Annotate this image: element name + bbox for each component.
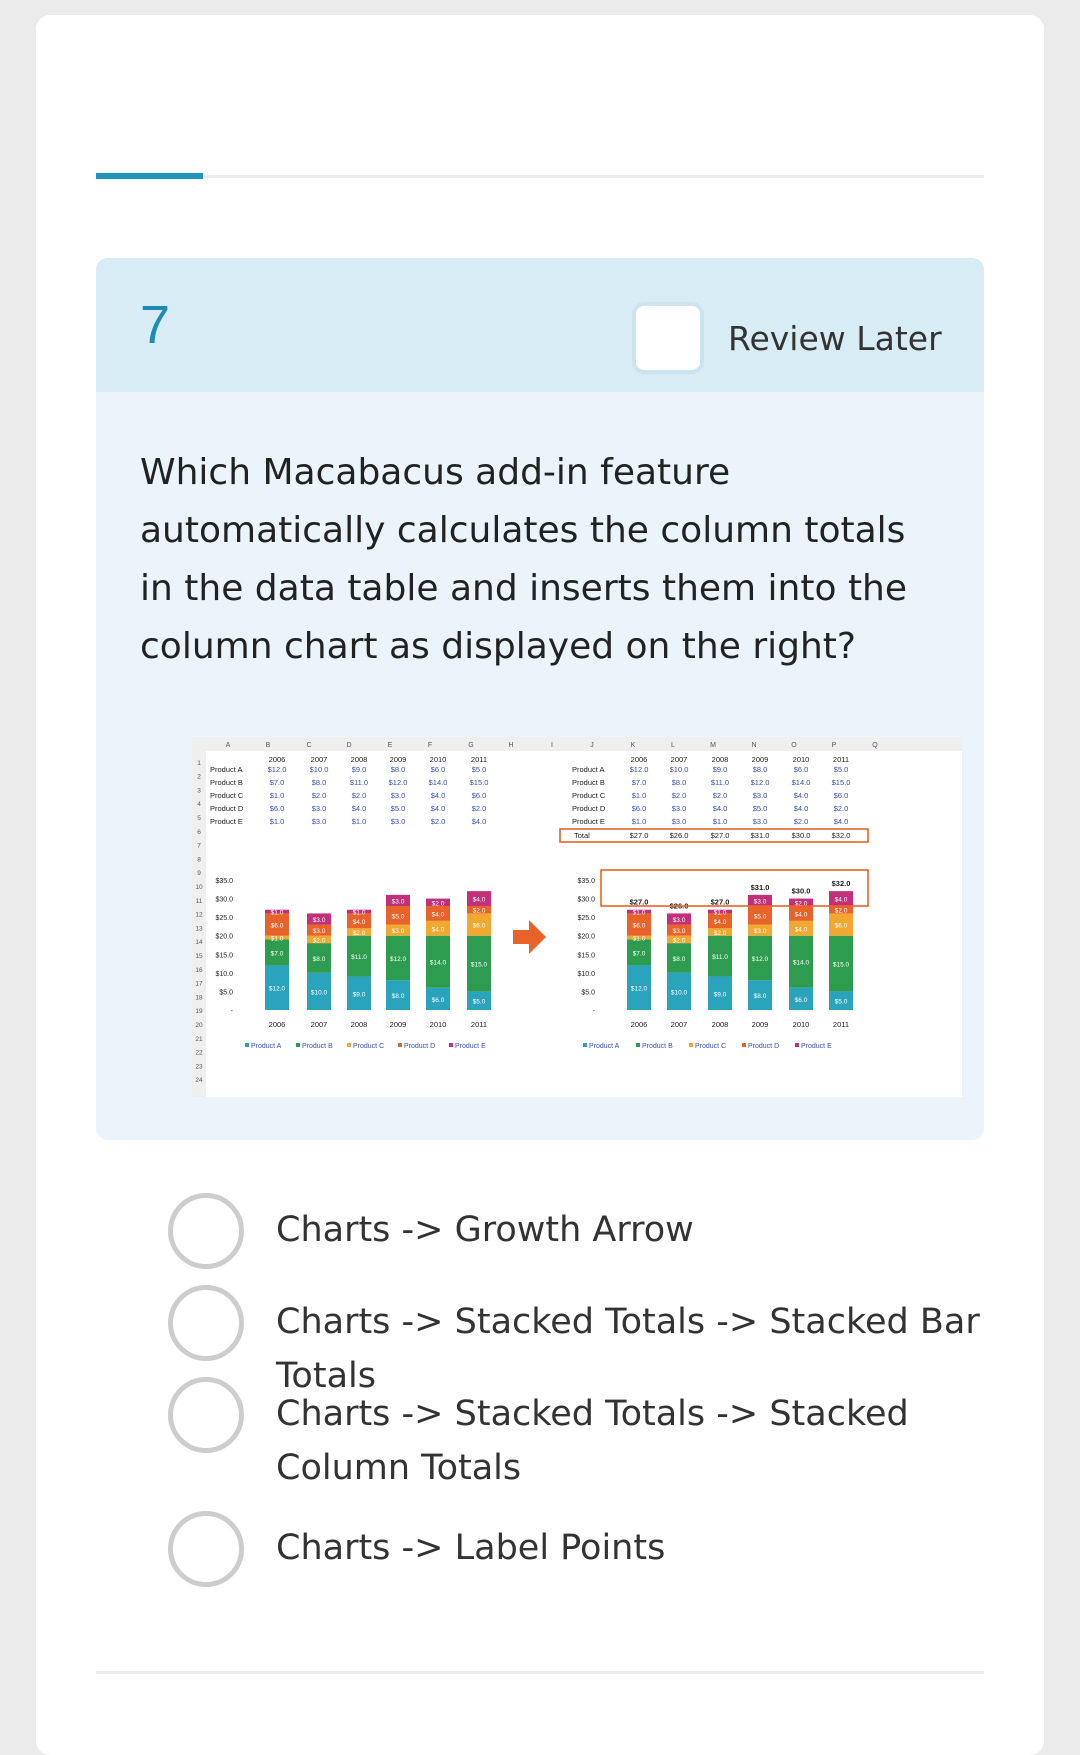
left-chart-x-tick-2010: 2010	[429, 1020, 447, 1029]
right-table-cell: $2.0	[793, 817, 809, 826]
right-legend-swatch-2	[636, 1043, 640, 1047]
left-table-cell: $4.0	[430, 804, 446, 813]
right-chart-y-tick: -	[592, 1008, 595, 1015]
left-table-cell: $4.0	[471, 817, 487, 826]
left-chart-y-tick: $10.0	[215, 970, 233, 978]
left-bar-data-label: $3.0	[391, 928, 405, 936]
row-number-4: 4	[197, 801, 201, 809]
left-bar-data-label: $3.0	[312, 928, 326, 936]
question-card	[36, 15, 1044, 1755]
left-bar-data-label: $10.0	[310, 989, 328, 997]
right-chart-y-tick: $10.0	[577, 970, 595, 978]
right-table-cell: $3.0	[752, 791, 768, 800]
option-3-radio[interactable]	[168, 1377, 244, 1453]
right-table-cell: $1.0	[712, 817, 728, 826]
left-table-cell: $6.0	[269, 804, 285, 813]
left-table-product-label: Product B	[210, 778, 243, 787]
left-table-cell: $2.0	[311, 791, 327, 800]
left-bar-data-label: $15.0	[470, 961, 488, 969]
right-table-product-label: Product D	[572, 804, 606, 813]
left-legend-swatch-1	[245, 1043, 249, 1047]
left-bar-data-label: $3.0	[391, 898, 405, 906]
left-table-product-label: Product D	[210, 804, 244, 813]
right-table-product-label: Product A	[572, 765, 605, 774]
right-bar-data-label: $4.0	[713, 918, 727, 926]
column-header-F: F	[427, 742, 433, 749]
row-number-7: 7	[197, 842, 201, 850]
right-bar-data-label: $7.0	[632, 950, 646, 958]
left-bar-data-label: $4.0	[472, 896, 486, 904]
row-number-24: 24	[195, 1077, 203, 1085]
left-table-cell: $5.0	[390, 804, 406, 813]
row-number-10: 10	[195, 884, 203, 891]
right-bar-data-label: $3.0	[753, 898, 767, 906]
right-table-cell: $6.0	[793, 765, 809, 774]
left-bar-data-label: $6.0	[472, 922, 486, 930]
left-table-cell: $1.0	[269, 817, 285, 826]
right-table-year-2007: 2007	[670, 755, 688, 764]
spreadsheet-chart-figure	[192, 737, 962, 1097]
right-bar-data-label: $6.0	[794, 996, 808, 1004]
option-1-label[interactable]: Charts -> Growth Arrow	[276, 1210, 694, 1250]
row-number-19: 19	[195, 1008, 203, 1016]
left-table-cell: $3.0	[390, 791, 406, 800]
left-table-cell: $2.0	[430, 817, 446, 826]
right-table-year-2009: 2009	[751, 755, 769, 764]
left-table-cell: $2.0	[351, 791, 367, 800]
review-later-checkbox[interactable]	[632, 302, 704, 374]
row-number-22: 22	[195, 1049, 203, 1057]
left-table-cell: $8.0	[390, 765, 406, 774]
right-table-product-label: Product E	[572, 817, 605, 826]
right-chart-x-tick-2011: 2011	[832, 1020, 850, 1029]
left-table-product-label: Product E	[210, 817, 243, 826]
right-table-product-label: Product B	[572, 778, 605, 787]
right-chart-x-tick-2010: 2010	[792, 1020, 810, 1029]
right-legend-label-4: Product D	[748, 1043, 780, 1050]
right-table-cell: $6.0	[833, 791, 849, 800]
left-table-year-2006: 2006	[268, 755, 286, 764]
row-number-1: 1	[197, 759, 201, 767]
left-table-cell: $2.0	[471, 804, 487, 813]
left-table-cell: $1.0	[269, 791, 285, 800]
right-table-cell: $1.0	[631, 791, 647, 800]
left-table-year-2008: 2008	[350, 755, 368, 764]
right-table-cell: $3.0	[752, 817, 768, 826]
row-number-14: 14	[195, 939, 203, 947]
left-legend-label-4: Product D	[404, 1043, 436, 1050]
left-chart-y-tick: $15.0	[215, 952, 233, 960]
left-table-cell: $12.0	[267, 765, 287, 774]
progress-bar	[96, 175, 984, 178]
column-header-C: C	[306, 742, 312, 749]
left-table-cell: $3.0	[311, 817, 327, 826]
left-bar-data-label: $12.0	[389, 956, 407, 963]
right-bar-data-label: $1.0	[713, 909, 727, 917]
right-chart-y-tick: $35.0	[577, 878, 595, 885]
right-bar-total-label-2011: $32.0	[831, 879, 851, 889]
left-chart-x-tick-2008: 2008	[350, 1020, 368, 1029]
right-table-year-2006: 2006	[630, 755, 648, 764]
right-bar-data-label: $14.0	[792, 959, 810, 967]
right-table-cell: $12.0	[750, 778, 770, 787]
right-table-total-cell: $26.0	[669, 831, 689, 840]
right-table-cell: $11.0	[710, 778, 730, 787]
right-bar-data-label: $11.0	[712, 954, 728, 962]
left-chart-y-tick: $30.0	[215, 896, 233, 904]
option-2-radio[interactable]	[168, 1285, 244, 1361]
left-chart-y-tick: $5.0	[219, 989, 233, 997]
left-bar-data-label: $7.0	[270, 950, 284, 958]
left-table-cell: $9.0	[351, 765, 367, 774]
left-table-cell: $3.0	[311, 804, 327, 813]
row-number-6: 6	[197, 828, 201, 836]
right-bar-data-label: $2.0	[834, 907, 848, 915]
right-legend-swatch-5	[795, 1043, 799, 1047]
column-header-O: O	[791, 742, 797, 749]
column-header-I: I	[551, 742, 553, 749]
left-bar-data-label: $11.0	[351, 954, 367, 962]
left-bar-data-label: $4.0	[431, 911, 445, 919]
right-chart-x-tick-2007: 2007	[670, 1020, 688, 1029]
question-figure	[192, 737, 962, 1097]
column-header-Q: Q	[872, 742, 878, 749]
column-header-E: E	[387, 742, 393, 749]
right-table-cell: $2.0	[712, 791, 728, 800]
right-table-cell: $8.0	[671, 778, 687, 787]
left-chart-x-tick-2006: 2006	[268, 1020, 286, 1029]
right-bar-data-label: $4.0	[834, 896, 848, 904]
row-number-23: 23	[195, 1063, 203, 1071]
right-chart-x-tick-2008: 2008	[711, 1020, 729, 1029]
column-header-D: D	[346, 742, 352, 749]
bottom-divider	[96, 1671, 984, 1674]
right-table-cell: $15.0	[831, 778, 851, 787]
column-header-G: G	[468, 742, 474, 749]
left-chart-x-tick-2009: 2009	[389, 1020, 407, 1029]
progress-bar-fill	[96, 173, 203, 179]
left-table-year-2007: 2007	[310, 755, 328, 764]
left-table-cell: $15.0	[469, 778, 489, 787]
right-bar-data-label: $4.0	[794, 926, 808, 934]
right-chart-x-tick-2006: 2006	[630, 1020, 648, 1029]
row-number-16: 16	[195, 966, 203, 974]
right-table-year-2010: 2010	[792, 755, 810, 764]
left-bar-data-label: $6.0	[431, 996, 445, 1004]
right-bar-data-label: $2.0	[794, 900, 808, 908]
left-bar-data-label: $2.0	[472, 907, 486, 915]
right-bar-total-label-2008: $27.0	[710, 897, 730, 907]
right-table-cell: $2.0	[833, 804, 849, 813]
left-bar-data-label: $5.0	[472, 998, 486, 1006]
left-table-cell: $5.0	[471, 765, 487, 774]
left-legend-swatch-2	[296, 1043, 300, 1047]
left-legend-label-2: Product B	[302, 1043, 333, 1050]
question-number: 7	[140, 295, 171, 355]
right-bar-total-label-2010: $30.0	[791, 886, 811, 896]
left-legend-swatch-5	[449, 1043, 453, 1047]
left-chart-y-tick: $25.0	[215, 915, 233, 923]
right-table-cell: $1.0	[631, 817, 647, 826]
right-bar-data-label: $5.0	[753, 913, 767, 921]
left-chart-y-tick: $20.0	[215, 933, 233, 941]
right-table-cell: $5.0	[833, 765, 849, 774]
left-bar-data-label: $5.0	[391, 913, 405, 921]
option-2-label[interactable]: Charts -> Stacked Totals -> Stacked Bar Totals	[276, 1302, 980, 1396]
left-bar-data-label: $2.0	[352, 930, 366, 937]
right-table-cell: $7.0	[631, 778, 647, 787]
left-bar-data-label: $1.0	[352, 909, 366, 917]
row-number-18: 18	[195, 994, 203, 1002]
right-legend-label-1: Product A	[589, 1043, 620, 1050]
right-bar-data-label: $2.0	[672, 937, 686, 945]
right-bar-data-label: $3.0	[672, 928, 686, 936]
review-later-toggle[interactable]	[632, 302, 942, 374]
right-table-cell: $4.0	[793, 804, 809, 813]
right-bar-data-label: $12.0	[630, 985, 648, 993]
right-legend-label-3: Product C	[695, 1043, 727, 1050]
column-header-H: H	[508, 742, 514, 749]
right-bar-data-label: $1.0	[632, 935, 646, 943]
left-table-cell: $3.0	[390, 817, 406, 826]
right-legend-swatch-1	[583, 1043, 587, 1047]
right-table-total-label: Total	[574, 831, 590, 840]
left-table-cell: $12.0	[388, 778, 408, 787]
left-chart-x-tick-2011: 2011	[470, 1020, 488, 1029]
left-chart-y-tick: $35.0	[215, 878, 233, 885]
left-table-cell: $6.0	[430, 765, 446, 774]
right-bar-data-label: $2.0	[713, 930, 727, 937]
row-number-17: 17	[195, 980, 203, 988]
row-number-21: 21	[195, 1035, 203, 1043]
left-legend-label-1: Product A	[251, 1043, 282, 1050]
left-table-year-2010: 2010	[429, 755, 447, 764]
left-chart-y-tick: -	[230, 1008, 233, 1015]
right-bar-total-label-2007: $26.0	[669, 901, 689, 911]
left-bar-data-label: $14.0	[429, 959, 447, 967]
column-header-N: N	[751, 742, 757, 749]
right-table-year-2011: 2011	[832, 755, 850, 764]
left-bar-data-label: $12.0	[268, 985, 286, 993]
left-bar-data-label: $8.0	[312, 956, 326, 963]
left-bar-data-label: $2.0	[431, 900, 445, 908]
row-number-8: 8	[197, 856, 201, 864]
right-table-cell: $12.0	[629, 765, 649, 774]
right-table-total-cell: $27.0	[629, 831, 649, 840]
right-table-total-cell: $30.0	[791, 831, 811, 840]
left-table-cell: $4.0	[351, 804, 367, 813]
right-table-cell: $4.0	[793, 791, 809, 800]
left-chart-x-tick-2007: 2007	[310, 1020, 328, 1029]
row-number-12: 12	[195, 911, 203, 919]
question-text: Which Macabacus add-in feature automatically calculates the column totals in the data table and inserts them into the column chart as displayed on the right?	[140, 452, 908, 667]
row-number-15: 15	[195, 953, 203, 960]
right-table-total-cell: $31.0	[750, 831, 770, 840]
right-table-cell: $8.0	[752, 765, 768, 774]
left-table-cell: $6.0	[471, 791, 487, 800]
right-table-cell: $6.0	[631, 804, 647, 813]
column-header-J: J	[590, 742, 594, 749]
left-table-year-2011: 2011	[470, 755, 488, 764]
right-bar-data-label: $10.0	[670, 989, 688, 997]
right-table-cell: $5.0	[752, 804, 768, 813]
column-header-L: L	[671, 742, 675, 749]
option-4-label[interactable]: Charts -> Label Points	[276, 1528, 666, 1568]
left-table-cell: $10.0	[309, 765, 329, 774]
right-table-total-cell: $27.0	[710, 831, 730, 840]
row-number-13: 13	[195, 925, 203, 933]
right-table-cell: $10.0	[669, 765, 689, 774]
right-bar-data-label: $8.0	[672, 956, 686, 963]
left-legend-swatch-4	[398, 1043, 402, 1047]
left-legend-label-5: Product E	[455, 1043, 486, 1050]
right-chart-y-tick: $15.0	[577, 952, 595, 960]
question-header	[96, 258, 984, 392]
left-table-cell: $1.0	[351, 817, 367, 826]
option-3-label[interactable]: Charts -> Stacked Totals -> Stacked Column Totals	[276, 1394, 909, 1488]
right-bar-data-label: $8.0	[753, 993, 767, 1001]
right-arrow-icon	[513, 920, 546, 954]
right-chart-y-tick: $30.0	[577, 896, 595, 904]
row-number-20: 20	[195, 1022, 203, 1029]
left-bar-data-label: $9.0	[352, 991, 366, 999]
left-table-product-label: Product A	[210, 765, 243, 774]
left-table-year-2009: 2009	[389, 755, 407, 764]
left-table-cell: $4.0	[430, 791, 446, 800]
column-header-B: B	[265, 742, 271, 749]
right-bar-data-label: $12.0	[751, 956, 769, 963]
right-bar-data-label: $6.0	[834, 922, 848, 930]
right-table-cell: $3.0	[671, 804, 687, 813]
column-header-P: P	[831, 742, 837, 749]
right-bar-total-label-2006: $27.0	[629, 897, 649, 907]
row-number-2: 2	[197, 773, 201, 781]
right-legend-label-5: Product E	[801, 1043, 832, 1050]
review-later-label[interactable]: Review Later	[728, 318, 942, 358]
question-panel	[96, 258, 984, 1140]
right-chart-y-tick: $5.0	[581, 989, 595, 997]
right-bar-data-label: $1.0	[632, 909, 646, 917]
row-number-9: 9	[197, 870, 201, 878]
right-table-year-2008: 2008	[711, 755, 729, 764]
option-4[interactable]	[168, 1511, 996, 1587]
right-bar-data-label: $5.0	[834, 998, 848, 1006]
right-table-cell: $4.0	[712, 804, 728, 813]
option-3[interactable]	[168, 1377, 996, 1495]
left-bar-data-label: $3.0	[312, 917, 326, 924]
option-4-radio[interactable]	[168, 1511, 244, 1587]
right-chart-y-tick: $20.0	[577, 933, 595, 941]
option-1-radio[interactable]	[168, 1193, 244, 1269]
row-number-5: 5	[197, 815, 201, 822]
left-table-cell: $7.0	[269, 778, 285, 787]
right-bar-data-label: $6.0	[632, 922, 646, 930]
left-table-cell: $8.0	[311, 778, 327, 787]
right-bar-data-label: $15.0	[832, 961, 850, 969]
right-bar-data-label: $4.0	[794, 911, 808, 919]
left-table-cell: $11.0	[349, 778, 369, 787]
left-legend-label-3: Product C	[353, 1043, 385, 1050]
right-table-total-cell: $32.0	[831, 831, 851, 840]
right-bar-total-label-2009: $31.0	[750, 882, 770, 892]
right-chart-y-tick: $25.0	[577, 915, 595, 923]
right-table-cell: $3.0	[671, 817, 687, 826]
right-table-cell: $14.0	[791, 778, 811, 787]
left-bar-data-label: $1.0	[270, 935, 284, 943]
right-bar-data-label: $9.0	[713, 991, 727, 999]
right-bar-data-label: $3.0	[672, 917, 686, 924]
row-number-11: 11	[195, 897, 203, 905]
left-legend-swatch-3	[347, 1043, 351, 1047]
left-table-cell: $14.0	[428, 778, 448, 787]
left-bar-data-label: $8.0	[391, 993, 405, 1001]
left-bar-data-label: $1.0	[270, 909, 284, 917]
right-bar-data-label: $3.0	[753, 928, 767, 936]
row-number-3: 3	[197, 787, 201, 795]
column-header-A: A	[225, 742, 231, 749]
right-table-cell: $4.0	[833, 817, 849, 826]
column-header-K: K	[630, 742, 636, 749]
right-legend-swatch-4	[742, 1043, 746, 1047]
right-table-cell: $9.0	[712, 765, 728, 774]
left-bar-data-label: $2.0	[312, 937, 326, 945]
right-legend-swatch-3	[689, 1043, 693, 1047]
left-table-product-label: Product C	[210, 791, 244, 800]
right-table-product-label: Product C	[572, 791, 606, 800]
left-bar-data-label: $6.0	[270, 922, 284, 930]
right-table-cell: $2.0	[671, 791, 687, 800]
left-bar-data-label: $4.0	[352, 918, 366, 926]
left-bar-data-label: $4.0	[431, 926, 445, 934]
column-header-M: M	[710, 742, 716, 749]
right-legend-label-2: Product B	[642, 1043, 673, 1050]
right-chart-x-tick-2009: 2009	[751, 1020, 769, 1029]
option-1[interactable]	[168, 1193, 996, 1269]
